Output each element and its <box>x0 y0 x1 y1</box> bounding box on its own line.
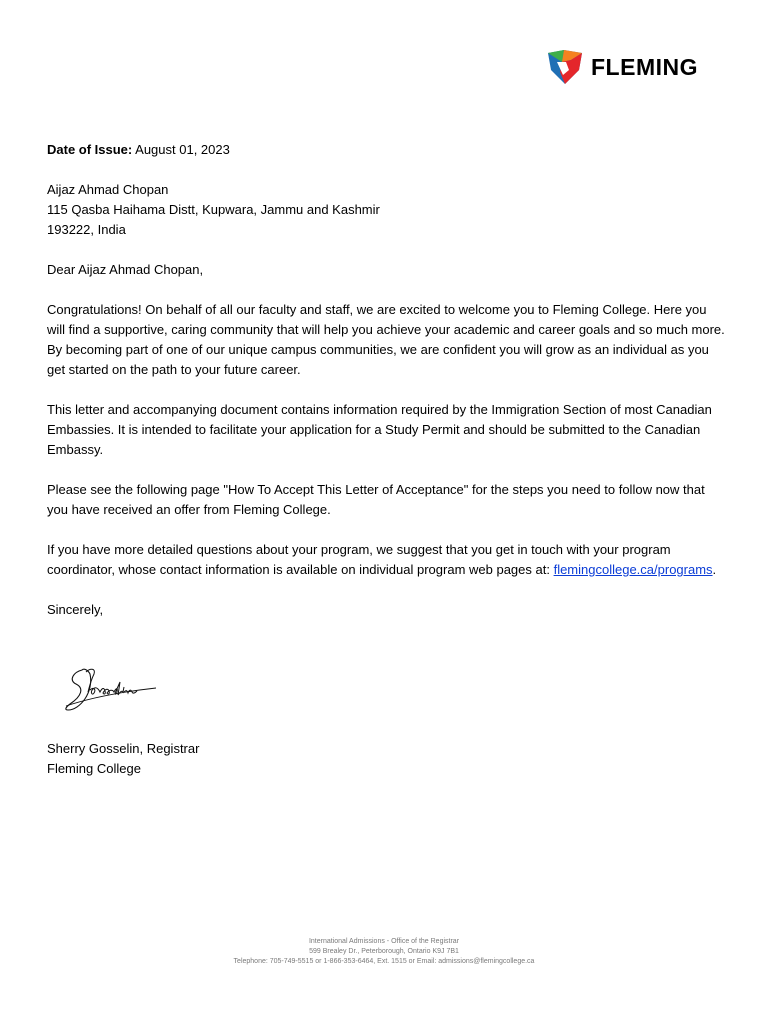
date-label: Date of Issue: <box>47 142 133 157</box>
recipient-address-line1: 115 Qasba Haihama Distt, Kupwara, Jammu and Kashmir <box>47 202 380 217</box>
paragraph-acceptance-steps: Please see the following page "How To Accept This Letter of Acceptance" for the steps you need to follow now that you have received an offer from Fleming College. <box>47 482 705 517</box>
paragraph-welcome: Congratulations! On behalf of all our faculty and staff, we are excited to welcome you to Fleming College. Here you will find a supportive, caring community that will help you achieve your academic and career goals and so much more. By becoming part of one of our unique campus communities, we are confident you will grow as an individual as you get started on the path to your future career. <box>47 302 725 377</box>
closing: Sincerely, <box>47 602 104 617</box>
salutation: Dear Aijaz Ahmad Chopan, <box>47 262 204 277</box>
signer-block <box>47 739 199 779</box>
fleming-shield-icon <box>546 48 584 86</box>
footer-contact: Telephone: 705-749-5515 or 1-866-353-6464, Ext. 1515 or Email: admissions@flemingcollege.ca <box>233 958 535 965</box>
issue-date <box>47 140 727 160</box>
registrar-signature <box>60 662 170 719</box>
footer-office: International Admissions - Office of the Registrar <box>308 938 460 945</box>
letter-footer <box>0 937 768 967</box>
programs-link[interactable]: flemingcollege.ca/programs <box>553 562 713 577</box>
paragraph-questions <box>47 540 727 580</box>
letter-body <box>47 140 727 620</box>
footer-address: 599 Brealey Dr., Peterborough, Ontario K9J 7B1 <box>309 948 459 955</box>
date-value: August 01, 2023 <box>135 142 230 157</box>
recipient-address-line2: 193222, India <box>47 222 126 237</box>
signer-name-title: Sherry Gosselin, Registrar <box>47 741 200 756</box>
paragraph-immigration: This letter and accompanying document contains information required by the Immigration Section of most Canadian Embassies. It is intended to facilitate your application for a Study Permit and should be submitted to the Canadian Embassy. <box>47 402 712 457</box>
fleming-logo <box>546 48 698 86</box>
logo-wordmark: FLEMING <box>591 53 698 80</box>
recipient-address <box>47 180 727 240</box>
paragraph-questions-end: . <box>712 562 717 577</box>
paragraph-questions-text: If you have more detailed questions about your program, we suggest that you get in touch with your program coordinator, whose contact information is available on individual program web pages at: <box>47 542 671 577</box>
recipient-name: Aijaz Ahmad Chopan <box>47 182 169 197</box>
signer-org: Fleming College <box>47 761 141 776</box>
